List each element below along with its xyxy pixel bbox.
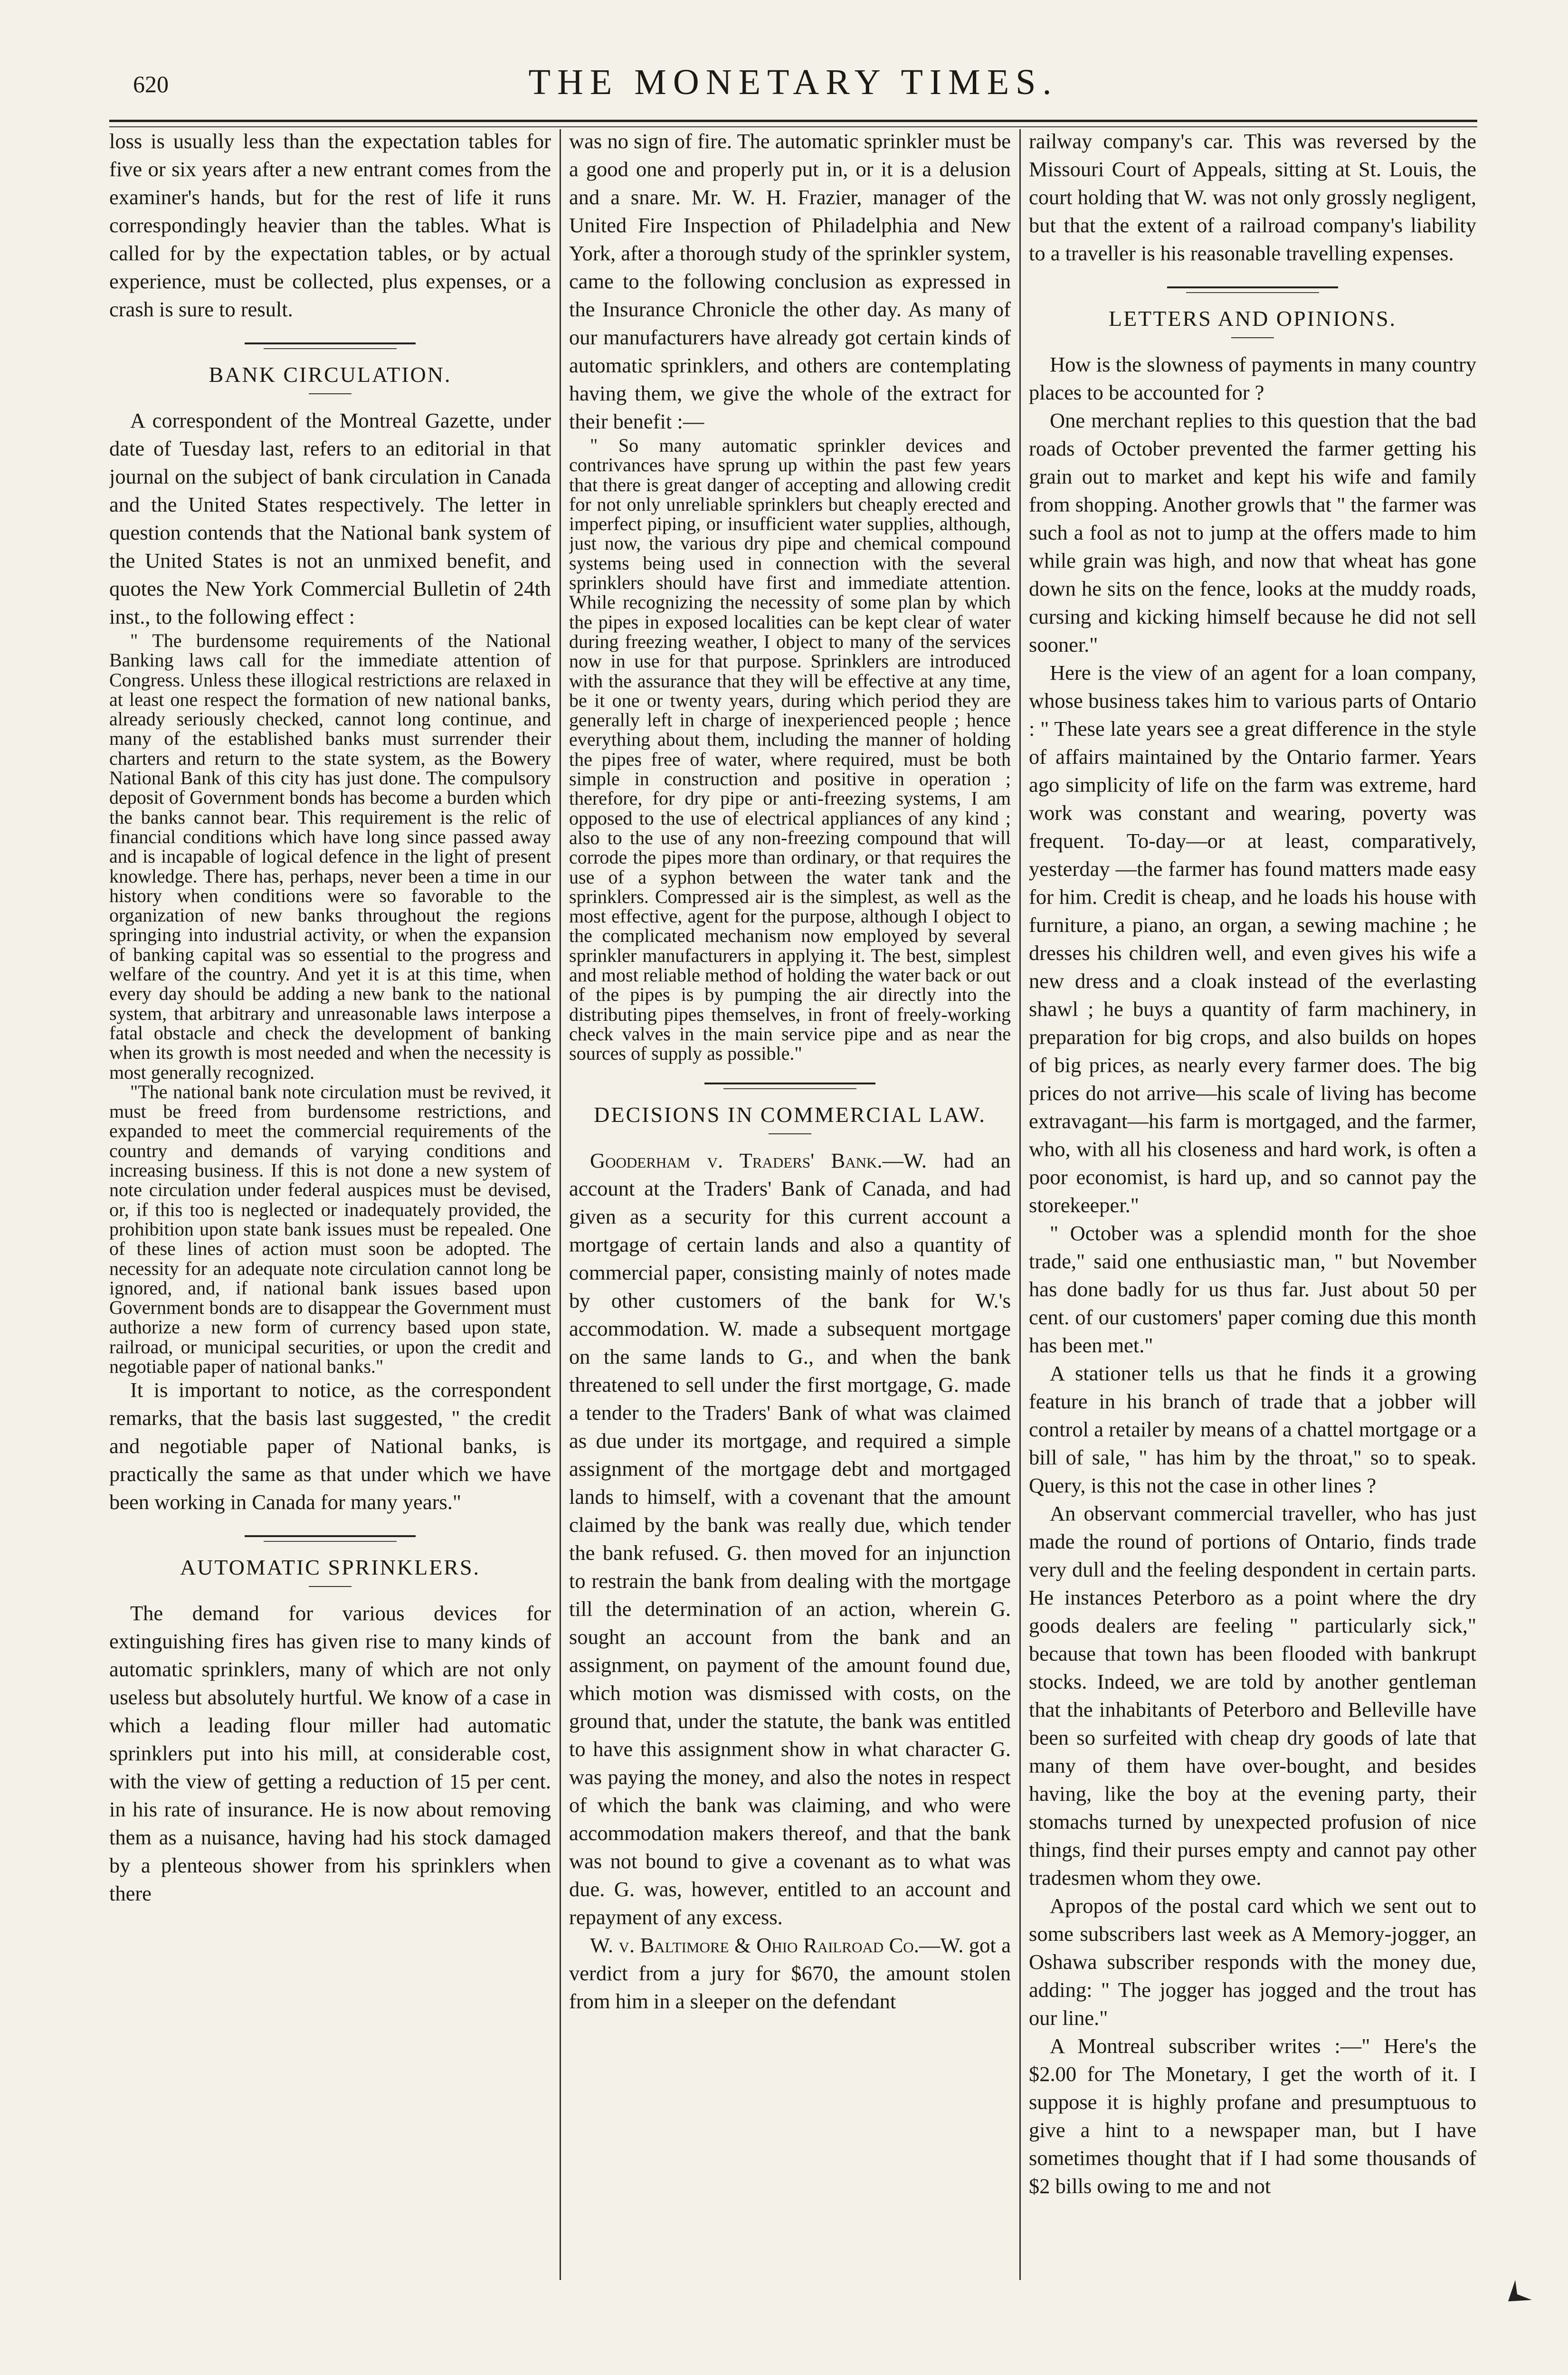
paragraph: Apropos of the postal card which we sent out to some subscribers last week as A Memory-jogger, an Oshawa subscriber responds with the money due, adding: " The jogger has jogged and the trout has our line." <box>1029 1894 1476 2030</box>
paragraph: A correspondent of the Montreal Gazette, under date of Tuesday last, refers to an editorial in that journal on the subject of bank circulation in Canada and the United States respectively. The letter in question contends that the National bank system of the United States is not an unmixed benefit, and quotes the New York Commercial Bulletin of 24th inst., to the following effect : <box>109 408 551 628</box>
paragraph: A Montreal subscriber writes :—" Here's the $2.00 for The Monetary, I get the worth of it. I suppose it is highly profane and presumptuous to give a hint to a newspaper man, but I have sometimes thought that if I had some thousands of $2 bills owing to me and not <box>1029 2034 1476 2198</box>
short-rule <box>769 1133 811 1134</box>
quoted-extract <box>569 436 1011 1064</box>
column-1 <box>109 127 551 2274</box>
section-separator <box>245 342 416 349</box>
section-separator <box>1167 286 1338 293</box>
section-heading: DECISIONS IN COMMERCIAL LAW. <box>594 1102 986 1127</box>
paragraph: " October was a splendid month for the shoe trade," said one enthusiastic man, " but November has done badly for us thus far. Just about 50 per cent. of our customers' paper coming due this month has been met." <box>1029 1221 1476 1357</box>
quote-paragraph: " The burdensome requirements of the National Banking laws call for the immediate attention of Congress. Unless these illogical restrictions are relaxed in at least one respect the formation of new national banks, already seriously checked, cannot long continue, and many of the established banks must surrender their charters and return to the state system, as the Bowery National Bank of this city has just done. The compulsory deposit of Government bonds has become a burden which the banks cannot bear. This requirement is the relic of financial conditions which have long since passed away and is incapable of logical defence in the light of present knowledge. There has, perhaps, never been a time in our history when conditions were so favorable to the organization of new banks throughout the regions springing into industrial activity, or when the expansion of banking capital was so essential to the progress and welfare of the country. And yet it is at this time, when every day should be adding a new bank to the national system, that arbitrary and unreasonable laws interpose a fatal obstacle and check the development of banking when its growth is most needed and when the necessity is most generally recognized. <box>109 630 551 1083</box>
section-separator <box>704 1083 875 1089</box>
column-divider <box>560 129 561 2280</box>
case-paragraph <box>569 1147 1011 1931</box>
paragraph: One merchant replies to this question that the bad roads of October prevented the farmer getting his grain out to market and kept his wife and family from shopping. Another growls that " the farmer was such a fool as not to jump at the offers made to him while grain was high, and now that wheat has gone down he sits on the fence, looks at the muddy roads, cursing and kicking himself because he did not sell sooner." <box>1029 408 1476 656</box>
section-heading: BANK CIRCULATION. <box>209 362 452 387</box>
page-number: 620 <box>133 71 169 97</box>
paragraph: was no sign of fire. The automatic sprinkler must be a good one and properly put in, or it is a delusion and a snare. Mr. W. H. Frazier, manager of the United Fire Inspection of Philadelphia and New York, after a thorough study of the sprinkler system, came to the following conclusion as expressed in the Insurance Chronicle the other day. As many of our manufacturers have already got certain kinds of automatic sprinklers, and others are contemplating having them, we give the whole of the extract for their benefit :— <box>569 129 1011 433</box>
quote-paragraph: " So many automatic sprinkler devices and contrivances have sprung up within the past few years that there is great danger of accepting and allowing credit for not only unreliable sprinklers but cheaply erected and imperfect piping, or insufficient water supplies, although, just now, the various dry pipe and chemical compound systems being used in connection with the several sprinklers should have first and immediate attention. While recognizing the necessity of some plan by which the pipes in exposed localities can be kept clear of water during freezing weather, I object to many of the services now in use for that purpose. Sprinklers are introduced with the assurance that they will be effective at any time, be it one or twenty years, during which period they are generally left in charge of inexperienced people ; hence everything about them, including the manner of holding the pipes free of water, where required, must be both simple in construction and positive in operation ; therefore, for dry pipe or anti-freezing systems, I am opposed to the use of electrical appliances of any kind ; also to the use of any non-freezing compound that will corrode the pipes more than ordinary, or that requires the use of a syphon between the water tank and the sprinklers. Compressed air is the simplest, as well as the most effective, agent for the purpose, although I object to the complicated mechanism now employed by several sprinkler manufacturers in applying it. The best, simplest and most reliable method of holding the water back or out of the pipes is by pumping the air directly into the distributing pipes themselves, in front of freely-working check valves in the main service pipe and as near the sources of supply as possible." <box>569 435 1011 1064</box>
paragraph: An observant commercial traveller, who has just made the round of portions of Ontario, finds trade very dull and the feeling despondent in certain parts. He instances Peterboro as a point where the dry goods dealers are feeling " particularly sick," because that town has been flooded with bankrupt stocks. Indeed, we are told by another gentleman that the inhabitants of Peterboro and Belleville have been so surfeited with cheap dry goods of late that many of them have over-bought, and besides having, like the boy at the evening party, their stomachs turned by unexpected profusion of nice things, find their purses empty and cannot pay other tradesmen whom they owe. <box>1029 1501 1476 1890</box>
column-divider <box>1019 129 1021 2280</box>
case-text: —W. had an account at the Traders' Bank of Canada, and had given as a security for this current account a mortgage of certain lands and also a quantity of commercial paper, consisting mainly of notes made by other customers of the bank for W.'s accommodation. W. made a subsequent mortgage on the same lands to G., and when the bank threatened to sell under the first mortgage, G. made a tender to the Traders' Bank of what was claimed as due under its mortgage, and required a simple assignment of the mortgage debt and mortgaged lands to himself, with a covenant that the amount claimed by the bank was really due, which tender the bank refused. G. then moved for an injunction to restrain the bank from dealing with the mortgage till the determination of an action, wherein G. sought an account from the bank and an assignment, on payment of the amount found due, which motion was dismissed with costs, on the ground that, under the statute, the bank was entitled to have this assignment show in what character G. was paying the money, and also the notes in respect of which the bank was claiming, and who were accommodation makers thereof, and that the bank was not bound to give a covenant as to what was due. G. was, however, entitled to an account and repayment of any excess. <box>569 1148 1011 1929</box>
paragraph: A stationer tells us that he finds it a growing feature in his branch of trade that a jobber will control a retailer by means of a chattel mortgage or a bill of sale, " has him by the throat," so to speak. Query, is this not the case in other lines ? <box>1029 1361 1476 1497</box>
case-paragraph <box>569 1931 1011 2015</box>
case-title: W. v. Baltimore & Ohio Railroad Co. <box>590 1933 919 1957</box>
column-3 <box>1029 127 1476 2274</box>
paragraph: loss is usually less than the expectation tables for five or six years after a new entrant comes from the examiner's hands, but for the rest of life it runs correspondingly heavier than the tables. What is called for by the expectation tables, or by actual experience, must be collected, plus expenses, or a crash is sure to result. <box>109 129 551 321</box>
case-title: Gooderham v. Traders' Bank. <box>590 1148 883 1172</box>
column-2 <box>569 127 1011 2274</box>
paragraph: It is important to notice, as the correspondent remarks, that the basis last suggested, " the credit and negotiable paper of National banks, is practically the same as that under which we have been working in Canada for many years." <box>109 1378 551 1514</box>
short-rule <box>1231 337 1274 338</box>
header-rule <box>109 120 1477 122</box>
section-separator <box>245 1535 416 1542</box>
masthead-title: THE MONETARY TIMES. <box>528 62 1058 102</box>
paragraph: railway company's car. This was reversed by the Missouri Court of Appeals, sitting at St. Louis, the court holding that W. was not only grossly negligent, but that the extent of a railroad company's liability to a traveller is his reasonable travelling expenses. <box>1029 129 1476 265</box>
paragraph: The demand for various devices for extinguishing fires has given rise to many kinds of automatic sprinklers, many of which are not only useless but absolutely hurtful. We know of a case in which a leading flour miller had automatic sprinklers put into his mill, at considerable cost, with the view of getting a reduction of 15 per cent. in his rate of insurance. He is now about removing them as a nuisance, having had his stock damaged by a plenteous shower from his sprinklers when there <box>109 1601 551 1906</box>
binding-mark-icon <box>1506 2275 1534 2304</box>
section-heading: LETTERS AND OPINIONS. <box>1108 306 1397 331</box>
case-text: —W. got a verdict from a jury for $670, the amount stolen from him in a sleeper on the defendant <box>569 1933 1011 2013</box>
quoted-extract <box>109 631 551 1376</box>
short-rule <box>309 393 352 394</box>
quote-paragraph: "The national bank note circulation must be revived, it must be freed from burdensome restrictions, and expanded to meet the commercial requirements of the country and demands of varying conditions and increasing business. If this is not done a new system of note circulation under federal auspices must be devised, or, if this too is neglected or inadequately provided, the prohibition upon state bank issues must be repealed. One of these lines of action must soon be adopted. The necessity for an adequate note circulation cannot long be ignored, and, if national bank issues based upon Government bonds are to disappear the Government must authorize a new form of currency based upon state, railroad, or municipal securities, or upon the credit and negotiable paper of national banks." <box>109 1081 551 1377</box>
page-header <box>105 57 1482 124</box>
short-rule <box>309 1586 352 1587</box>
paragraph: How is the slowness of payments in many country places to be accounted for ? <box>1029 352 1476 404</box>
paragraph: Here is the view of an agent for a loan company, whose business takes him to various parts of Ontario : " These late years see a great difference in the style of affairs maintained by the Ontario farmer. Years ago simplicity of life on the farm was extreme, hard work was constant and wearing, poverty was frequent. To-day—or at least, comparatively, yesterday —the farmer has found matters made easy for him. Credit is cheap, and he loads his house with furniture, a piano, an organ, a sewing machine ; he dresses his children well, and even gives his wife a new dress and a cloak instead of the everlasting shawl ; he buys a quantity of farm machinery, in preparation for big crops, and also builds on hopes of big prices, as nearly every farmer does. The big prices do not arrive—his scale of living has become extravagant—his farm is mortgaged, and the farmer, who, with all his closeness and hard work, is often a poor economist, is hard up, and so cannot pay the storekeeper." <box>1029 661 1476 1217</box>
section-heading: AUTOMATIC SPRINKLERS. <box>180 1555 481 1580</box>
